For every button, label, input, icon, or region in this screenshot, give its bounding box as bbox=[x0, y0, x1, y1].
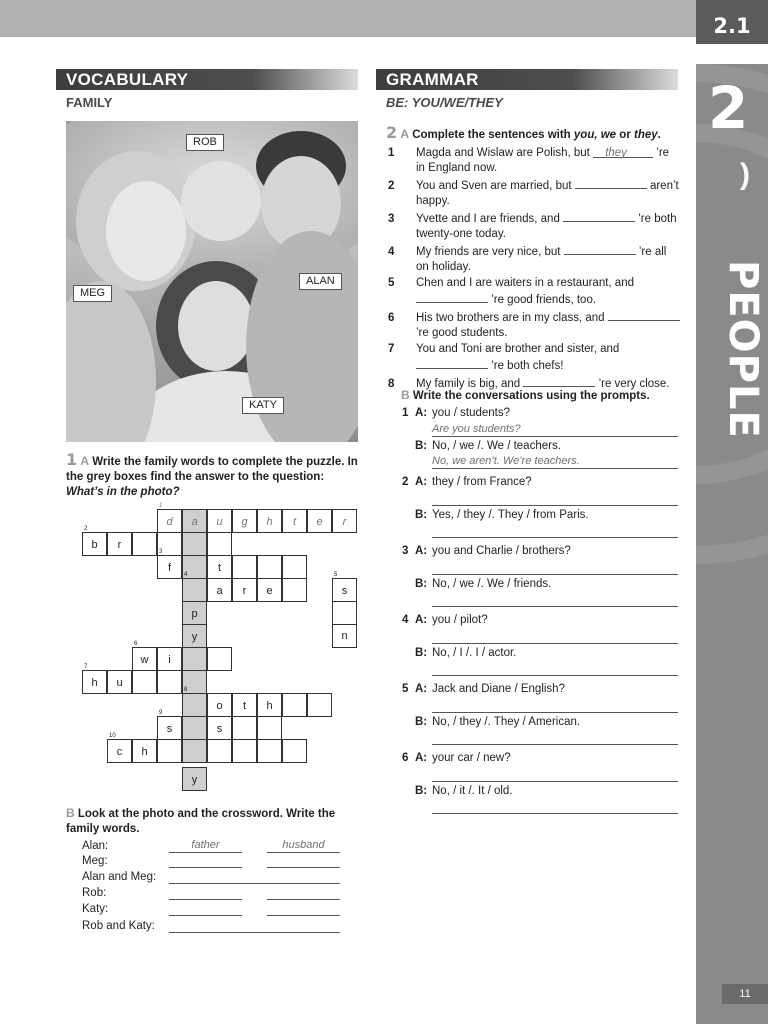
answer-line[interactable] bbox=[432, 730, 678, 745]
prompt-b: No, / we /. We / teachers. bbox=[432, 440, 561, 452]
crossword-cell[interactable] bbox=[207, 739, 232, 763]
meg-shirt bbox=[66, 281, 156, 442]
crossword-cell[interactable]: 5 s bbox=[332, 578, 357, 602]
answer-line[interactable] bbox=[432, 661, 678, 676]
answer-blank[interactable]: they bbox=[593, 146, 653, 158]
answer-line[interactable] bbox=[432, 592, 678, 607]
speaker-a-label: A: bbox=[415, 407, 428, 419]
list-item: 2 You and Sven are married, but aren’t happy. bbox=[402, 177, 680, 209]
unit-sidebar bbox=[696, 64, 768, 1024]
speaker-a-label: A: bbox=[415, 683, 428, 695]
ex1b-answer[interactable] bbox=[169, 885, 242, 900]
grammar-subheading: BE: YOU/WE/THEY bbox=[386, 95, 503, 110]
crossword-cell[interactable] bbox=[332, 601, 357, 625]
crossword-cell[interactable]: t bbox=[232, 693, 257, 717]
list-item: 7 You and Toni are brother and sister, and ’re both chefs! bbox=[388, 343, 620, 372]
crossword-cell[interactable]: 6 w bbox=[132, 647, 157, 671]
crossword-cell[interactable] bbox=[132, 670, 157, 694]
crossword-cell[interactable]: 1 d bbox=[157, 509, 182, 533]
ex1b-label-meg: Meg: bbox=[82, 855, 108, 867]
speaker-b-label: B: bbox=[415, 647, 428, 659]
vocabulary-heading: VOCABULARY bbox=[56, 69, 358, 90]
conversation-number: 4 bbox=[402, 614, 409, 626]
ex1b-answer[interactable] bbox=[267, 901, 340, 916]
crossword-cell[interactable] bbox=[282, 739, 307, 763]
crossword-cell-grey[interactable]: y bbox=[182, 767, 207, 791]
ex1b-answer[interactable] bbox=[169, 901, 242, 916]
speaker-b-label: B: bbox=[415, 785, 428, 797]
prompt-a: Jack and Diane / English? bbox=[432, 683, 565, 695]
speaker-b-label: B: bbox=[415, 509, 428, 521]
answer-line[interactable] bbox=[432, 523, 678, 538]
crossword-cell-grey[interactable] bbox=[182, 647, 207, 671]
answer-line[interactable] bbox=[432, 560, 678, 575]
crossword-cell[interactable]: t bbox=[282, 509, 307, 533]
photo-label-katy: KATY bbox=[242, 397, 284, 414]
crossword-cell[interactable] bbox=[307, 693, 332, 717]
prompt-b: No, / we /. We / friends. bbox=[432, 578, 552, 590]
ex1b-answer[interactable] bbox=[169, 918, 340, 933]
grammar-heading: GRAMMAR bbox=[376, 69, 678, 90]
answer-blank[interactable] bbox=[563, 210, 635, 222]
crossword-cell[interactable] bbox=[132, 532, 157, 556]
unit-code-tab: 2.1 bbox=[696, 0, 768, 44]
speaker-b-label: B: bbox=[415, 440, 428, 452]
crossword-cell[interactable]: 9 s bbox=[157, 716, 182, 740]
crossword-cell[interactable] bbox=[257, 739, 282, 763]
crossword-cell-grey[interactable]: y bbox=[182, 624, 207, 648]
crossword-cell[interactable]: 7 h bbox=[82, 670, 107, 694]
crossword-cell[interactable] bbox=[257, 716, 282, 740]
crossword-cell-grey[interactable] bbox=[182, 716, 207, 740]
crossword-cell[interactable]: o bbox=[207, 693, 232, 717]
crossword-cell-grey[interactable] bbox=[182, 532, 207, 556]
crossword-cell[interactable]: h bbox=[132, 739, 157, 763]
crossword-cell[interactable] bbox=[282, 578, 307, 602]
conversation-number: 1 bbox=[402, 407, 409, 419]
meg-face bbox=[106, 181, 186, 281]
crossword-cell[interactable]: h bbox=[257, 693, 282, 717]
crossword-cell[interactable] bbox=[157, 670, 182, 694]
ex1b-answer[interactable] bbox=[169, 853, 242, 868]
crossword-cell[interactable]: 10 c bbox=[107, 739, 132, 763]
answer-blank[interactable] bbox=[416, 291, 488, 303]
ex1b-label-rob: Rob: bbox=[82, 887, 107, 899]
crossword-cell[interactable]: t bbox=[207, 555, 232, 579]
crossword-cell[interactable] bbox=[282, 693, 307, 717]
vocabulary-subheading: FAMILY bbox=[66, 95, 113, 110]
answer-line[interactable] bbox=[432, 629, 678, 644]
answer-blank[interactable] bbox=[523, 375, 595, 387]
crossword-cell-grey[interactable]: 4 bbox=[182, 578, 207, 602]
crossword-cell[interactable]: 3 f bbox=[157, 555, 182, 579]
exercise-2a-items bbox=[388, 146, 680, 393]
speaker-a-label: A: bbox=[415, 476, 428, 488]
family-photo bbox=[66, 121, 358, 442]
ex1b-label-katy: Katy: bbox=[82, 903, 109, 915]
crossword-cell[interactable] bbox=[157, 739, 182, 763]
crossword-cell[interactable] bbox=[207, 647, 232, 671]
crossword-cell[interactable] bbox=[232, 739, 257, 763]
crossword-cell-grey[interactable]: 8 bbox=[182, 693, 207, 717]
top-band bbox=[0, 0, 696, 37]
list-item: 8 My family is big, and ’re very close. bbox=[402, 375, 680, 392]
conversation-number: 3 bbox=[402, 545, 409, 557]
crossword-cell[interactable]: r bbox=[332, 509, 357, 533]
crossword-cell[interactable] bbox=[207, 532, 232, 556]
answer-line[interactable] bbox=[432, 491, 678, 506]
speaker-b-label: B: bbox=[415, 578, 428, 590]
ex1b-answer[interactable]: father bbox=[169, 838, 242, 853]
crossword-cell[interactable]: u bbox=[107, 670, 132, 694]
exercise-2a-instruction: 2 A Complete the sentences with you, we or they. bbox=[386, 123, 661, 142]
crossword-cell[interactable]: i bbox=[157, 647, 182, 671]
speaker-a-label: A: bbox=[415, 614, 428, 626]
prompt-a: you / students? bbox=[432, 407, 510, 419]
answer-line[interactable] bbox=[432, 799, 678, 814]
ex1b-answer[interactable]: husband bbox=[267, 838, 340, 853]
speaker-a-label: A: bbox=[415, 752, 428, 764]
speaker-b-label: B: bbox=[415, 716, 428, 728]
crossword-cell[interactable]: r bbox=[232, 578, 257, 602]
prompt-a: they / from France? bbox=[432, 476, 532, 488]
list-item: 5 Chen and I are waiters in a restaurant, and ’re good friends, too. bbox=[388, 277, 634, 306]
unit-title: PEOPLE bbox=[720, 260, 766, 439]
crossword-letter: n bbox=[341, 630, 348, 642]
answer-line[interactable] bbox=[432, 767, 678, 782]
conversation-number: 5 bbox=[402, 683, 409, 695]
prompt-b: No, / I /. I / actor. bbox=[432, 647, 517, 659]
answer-line[interactable] bbox=[432, 698, 678, 713]
crossword-cell-grey[interactable] bbox=[182, 739, 207, 763]
page-number: 11 bbox=[722, 984, 768, 1004]
prompt-a: you and Charlie / brothers? bbox=[432, 545, 571, 557]
crossword-cell[interactable]: a bbox=[207, 578, 232, 602]
conversation-number: 2 bbox=[402, 476, 409, 488]
answer-blank[interactable] bbox=[416, 357, 488, 369]
crossword-cell[interactable] bbox=[232, 555, 257, 579]
crossword-cell[interactable]: 2 b bbox=[82, 532, 107, 556]
answer-line[interactable]: Are you students? bbox=[432, 422, 678, 437]
exercise-2b-instruction: B Write the conversations using the prompts. bbox=[401, 388, 650, 402]
list-item: 6 His two brothers are in my class, and ’re good students. bbox=[402, 309, 680, 341]
sound-wave-icon: ) bbox=[740, 158, 750, 191]
prompt-a: you / pilot? bbox=[432, 614, 488, 626]
prompt-b: No, / it /. It / old. bbox=[432, 785, 513, 797]
unit-number: 2 bbox=[708, 74, 749, 142]
list-item: 4 My friends are very nice, but ’re all on holiday. bbox=[402, 243, 680, 275]
answer-blank[interactable] bbox=[575, 177, 647, 189]
exercise-1a-instruction: 1 A Write the family words to complete the puzzle. In the grey boxes find the answer to the question: What’s in the photo? bbox=[66, 450, 358, 498]
answer-blank[interactable] bbox=[608, 309, 680, 321]
list-item: 3 Yvette and I are friends, and ’re both twenty-one today. bbox=[402, 210, 680, 242]
crossword-cell[interactable]: e bbox=[257, 578, 282, 602]
crossword-cell[interactable]: h bbox=[257, 509, 282, 533]
prompt-a: your car / new? bbox=[432, 752, 511, 764]
crossword-cell[interactable]: e bbox=[307, 509, 332, 533]
crossword-cell[interactable] bbox=[232, 716, 257, 740]
photo-label-alan: ALAN bbox=[299, 273, 342, 290]
crossword-cell-grey[interactable]: p bbox=[182, 601, 207, 625]
photo-label-meg: MEG bbox=[73, 285, 112, 302]
crossword-cell[interactable]: g bbox=[232, 509, 257, 533]
prompt-b: Yes, / they /. They / from Paris. bbox=[432, 509, 589, 521]
photo-label-rob: ROB bbox=[186, 134, 224, 151]
crossword-cell[interactable] bbox=[282, 555, 307, 579]
crossword-cell[interactable]: r bbox=[107, 532, 132, 556]
crossword-cell[interactable]: s bbox=[207, 716, 232, 740]
katy-face bbox=[178, 281, 254, 371]
answer-line[interactable]: No, we aren’t. We’re teachers. bbox=[432, 454, 678, 469]
rob-face bbox=[181, 161, 261, 241]
crossword-cell-grey[interactable]: a bbox=[182, 509, 207, 533]
ex1b-label-rob-and-katy: Rob and Katy: bbox=[82, 920, 155, 932]
ex1b-label-alan: Alan: bbox=[82, 840, 109, 852]
crossword-cell[interactable] bbox=[257, 555, 282, 579]
prompt-b: No, / they /. They / American. bbox=[432, 716, 581, 728]
crossword-cell[interactable]: u bbox=[207, 509, 232, 533]
ex1b-answer[interactable] bbox=[267, 885, 340, 900]
answer-blank[interactable] bbox=[564, 243, 636, 255]
exercise-1b-instruction: B Look at the photo and the crossword. Write the family words. bbox=[66, 806, 336, 835]
list-item: 1 Magda and Wislaw are Polish, but they ’re in England now. bbox=[388, 147, 670, 174]
speaker-a-label: A: bbox=[415, 545, 428, 557]
ex1b-answer[interactable] bbox=[267, 853, 340, 868]
conversation-number: 6 bbox=[402, 752, 409, 764]
ex1b-answer[interactable] bbox=[169, 869, 340, 884]
ex1b-label-alan-and-meg: Alan and Meg: bbox=[82, 871, 157, 883]
